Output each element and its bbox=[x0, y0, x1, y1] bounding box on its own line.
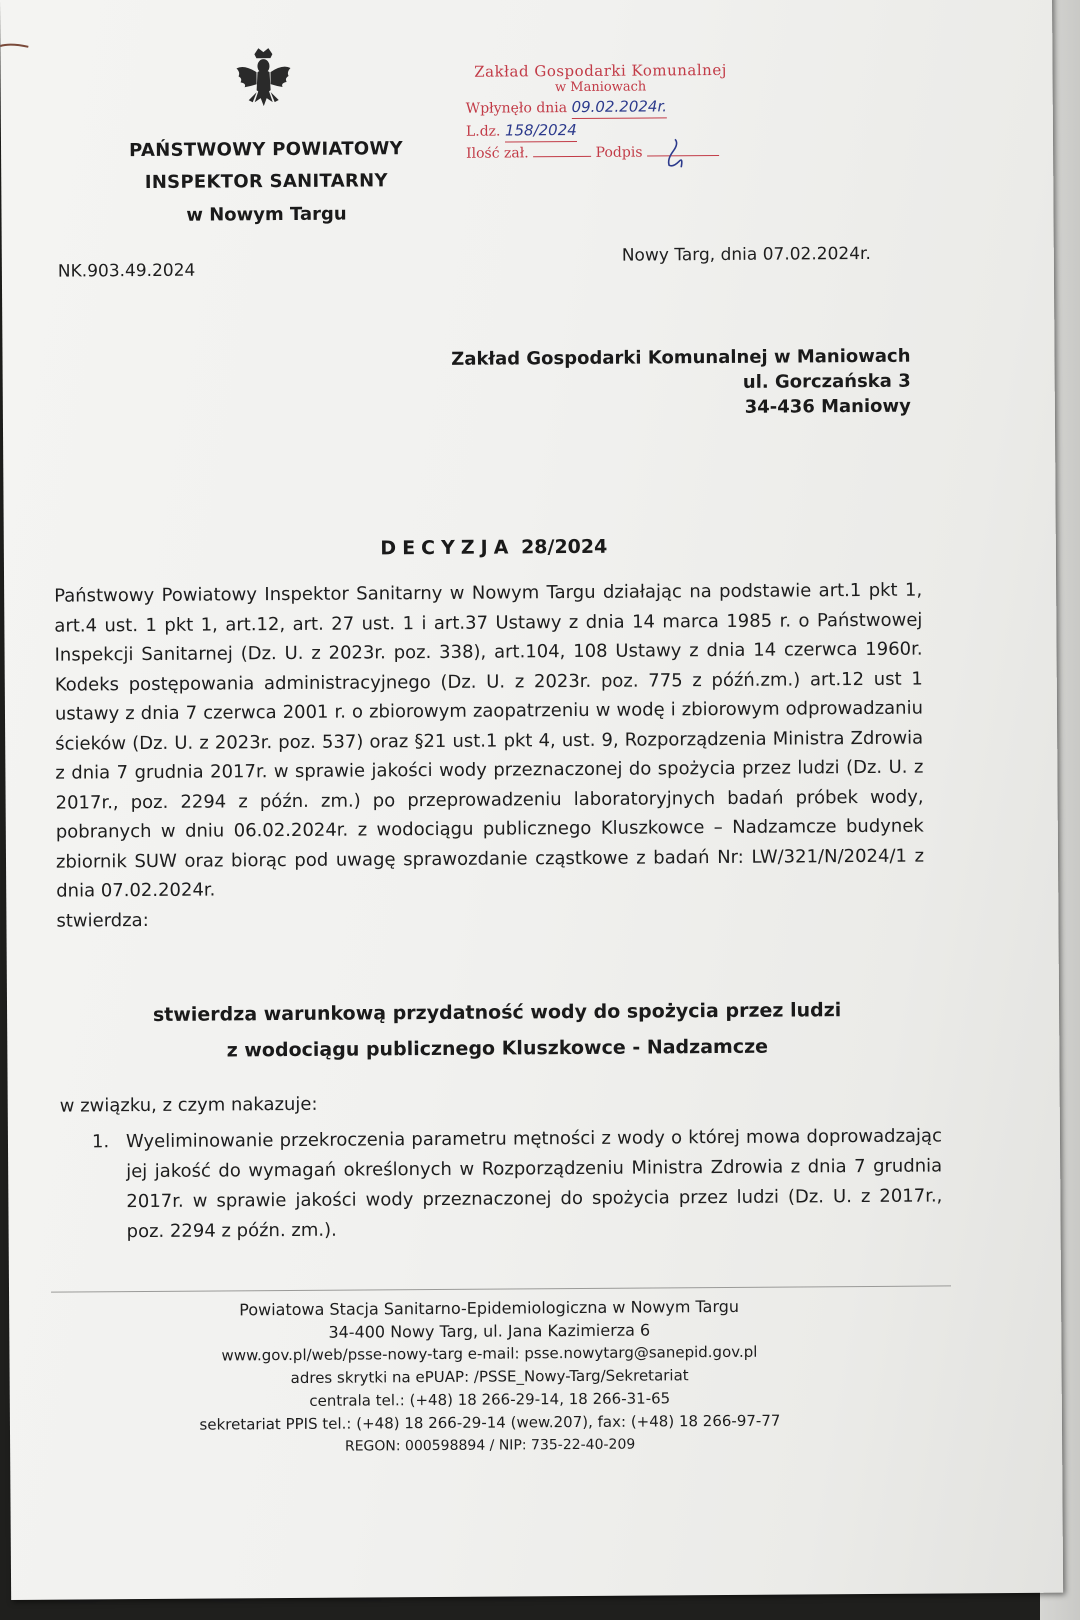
addressee-name: Zakład Gospodarki Komunalnej w Maniowach bbox=[451, 345, 911, 370]
authority-line-3: w Nowym Targu bbox=[186, 203, 347, 226]
footer-line-2: 34-400 Nowy Targ, ul. Jana Kazimierza 6 bbox=[328, 1320, 651, 1342]
footer-line-7: REGON: 000598894 / NIP: 735-22-40-209 bbox=[344, 1436, 636, 1455]
stamp-org: Zakład Gospodarki Komunalnej bbox=[474, 60, 727, 81]
receipt-stamp bbox=[465, 59, 736, 165]
stamp-attachments-blank bbox=[533, 156, 591, 157]
decision-statement bbox=[107, 992, 887, 1069]
decision-title-number: 28/2024 bbox=[520, 535, 608, 559]
case-reference: NK.903.49.2024 bbox=[57, 260, 196, 282]
polish-eagle-emblem-icon bbox=[232, 46, 294, 112]
orders-list bbox=[92, 1121, 943, 1247]
authority-line-2: INSPEKTOR SANITARNY bbox=[144, 170, 388, 193]
addressee-block bbox=[422, 344, 911, 422]
stamp-received-row bbox=[466, 95, 736, 120]
decision-title-word: DECYZJA bbox=[380, 536, 515, 560]
decision-body bbox=[54, 576, 924, 936]
stamp-location: w Maniowach bbox=[554, 79, 647, 96]
handwritten-signature-icon bbox=[661, 137, 691, 171]
stamp-signature-label: Podpis bbox=[595, 144, 643, 161]
footer-line-6: sekretariat PPIS tel.: (+48) 18 266-29-14 (wew.207), fax: (+48) 18 266-97-77 bbox=[199, 1411, 781, 1434]
stamp-ld-label: L.dz. bbox=[465, 123, 501, 140]
stamp-attachments-label: Ilość zał. bbox=[466, 145, 529, 162]
place-and-date: Nowy Targ, dnia 07.02.2024r. bbox=[621, 243, 871, 266]
staple-mark-icon bbox=[0, 42, 30, 50]
decision-title bbox=[304, 535, 684, 560]
stamp-received-value: 09.02.2024r. bbox=[571, 95, 667, 119]
stamp-received-label: Wpłynęło dnia bbox=[465, 100, 568, 117]
decision-line-2: z wodociągu publicznego Kluszkowce - Nadzamcze bbox=[226, 1035, 769, 1062]
footer-line-3: www.gov.pl/web/psse-nowy-targ e-mail: psse.nowytarg@sanepid.gov.pl bbox=[221, 1342, 758, 1365]
order-text: Wyeliminowanie przekroczenia parametru mętności z wody o której mowa doprowadzając jej jakość do wymagań określonych w Rozporządzeniu Ministra Zdrowia z dnia 7 grudnia 2017r. w sprawie jakości wody przeznaczonej do spożycia przez ludzi (Dz. U. z 2017r., poz. 2294 z późn. zm.). bbox=[125, 1125, 943, 1243]
order-number: 1. bbox=[91, 1131, 110, 1153]
footer-line-5: centrala tel.: (+48) 18 266-29-14, 18 266-31-65 bbox=[309, 1389, 671, 1410]
stamp-signature-field bbox=[647, 155, 719, 157]
footer-line-1: Powiatowa Stacja Sanitarno-Epidemiologiczna w Nowym Targu bbox=[239, 1296, 740, 1320]
issuing-authority bbox=[111, 133, 422, 233]
stamp-ld-value: 158/2024 bbox=[505, 119, 577, 143]
stamp-ld-row bbox=[466, 118, 736, 143]
list-item bbox=[92, 1121, 943, 1247]
authority-line-1: PAŃSTWOWY POWIATOWY bbox=[129, 138, 404, 162]
orders-intro: w związku, z czym nakazuje: bbox=[59, 1093, 318, 1117]
addressee-street: ul. Gorczańska 3 bbox=[742, 370, 911, 393]
stamp-attachments-row bbox=[466, 141, 736, 165]
footer-divider bbox=[51, 1285, 951, 1292]
body-closing: stwierdza: bbox=[56, 909, 149, 932]
legal-basis-paragraph: Państwowy Powiatowy Inspektor Sanitarny w Nowym Targu działając na podstawie art.1 pkt 1, art.4 ust. 1 pkt 1, art.12, art. 27 ust. 1 i art.37 Ustawy z dnia 14 marca 1985 r. o Państwowej Inspekcji Sanitarnej (Dz. U. z 2023r. poz. 338), art.104, 108 Ustawy z dnia 14 czerwca 1960r. Kodeks postępowania administracyjnego (Dz. U. z 2023r. poz. 775 z późń.zm.) art.12 ust 1 ustawy z dnia 7 czerwca 2001 r. o zbiorowym zaopatrzeniu w wodę i zbiorowym odprowadzaniu ścieków (Dz. U. z 2023r. poz. 537) oraz §21 ust.1 pkt 4, ust. 9, Rozporządzenia Ministra Zdrowia z dnia 7 grudnia 2017r. w sprawie jakości wody przeznaczonej do spożycia przez ludzi (Dz. U. z 2017r., poz. 2294 z późn. zm.) po przeprowadzeniu laboratoryjnych badań próbek wody, pobranych w dniu 06.02.2024r. z wodociągu publicznego Kluszkowce – Nadzamcze budynek zbiornik SUW oraz biorąc pod uwagę sprawozdanie cząstkowe z badań Nr: LW/321/N/2024/1 z dnia 07.02.2024r. bbox=[54, 579, 925, 902]
footer-line-4: adres skrytki na ePUAP: /PSSE_Nowy-Targ/Sekretariat bbox=[290, 1366, 689, 1388]
addressee-city: 34-436 Maniowy bbox=[744, 395, 911, 418]
decision-line-1: stwierdza warunkową przydatność wody do spożycia przez ludzi bbox=[152, 999, 842, 1026]
footer-contact bbox=[149, 1294, 830, 1460]
